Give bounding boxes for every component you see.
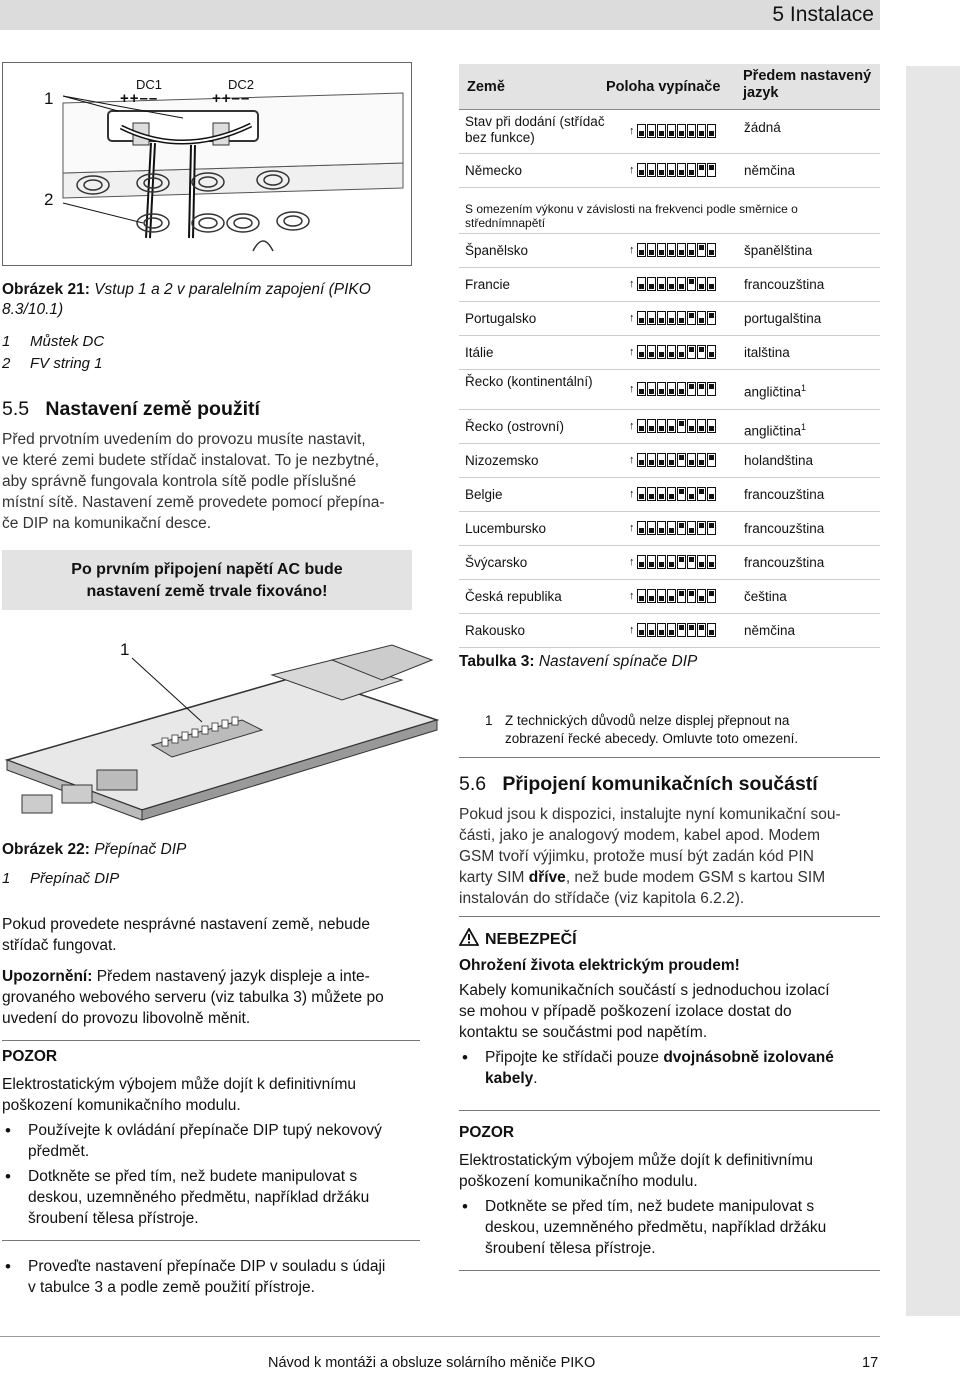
- dip-switch-graphic: [629, 243, 717, 257]
- dip-switch-cell: [707, 124, 716, 138]
- figure-21-caption: [2, 280, 412, 320]
- list-item: • Používejte k ovládání přepínače DIP tupý nekovový předmět.: [2, 1120, 432, 1162]
- dip-switch-cell: [697, 163, 706, 177]
- dip-switch-cell: [687, 589, 696, 603]
- dip-switch-cell: [667, 311, 676, 325]
- cell-language: francouzština: [744, 555, 825, 570]
- table-row: [459, 478, 880, 512]
- cell-country: Česká republika: [465, 589, 562, 604]
- dip-switch-cell: [647, 487, 656, 501]
- arrow-up-icon: ↑: [629, 454, 635, 466]
- dip-switch-cell: [637, 124, 646, 138]
- dip-switch-cell: [697, 555, 706, 569]
- figure-21-callout-1: 1: [44, 89, 54, 108]
- dip-switch-cell: [697, 277, 706, 291]
- dip-switch-graphic: [629, 163, 717, 177]
- right-divider-4: [459, 1270, 880, 1271]
- dip-switch-graphic: [629, 521, 717, 535]
- dip-switch-cell: [637, 243, 646, 257]
- cell-country: Řecko (kontinentální): [465, 374, 593, 389]
- dip-switch-cell: [657, 243, 666, 257]
- cell-language: francouzština: [744, 521, 825, 536]
- figure-21-polarity-1: ++––: [120, 90, 159, 107]
- dip-switch-cell: [647, 419, 656, 433]
- section-5-5-heading: 5.5 Nastavení země použití: [2, 398, 260, 420]
- final-instruction: [2, 1256, 432, 1298]
- table-row: [459, 234, 880, 268]
- right-divider-1: [459, 757, 880, 758]
- caption-prefix: Obrázek 21:: [2, 281, 90, 298]
- figure-21-legend: [2, 331, 412, 375]
- dip-switch-cell: [687, 311, 696, 325]
- dip-switch-cell: [647, 124, 656, 138]
- dip-switch-cell: [657, 453, 666, 467]
- cell-language: francouzština: [744, 277, 825, 292]
- dip-switch-cell: [657, 124, 666, 138]
- dip-switch-cell: [647, 277, 656, 291]
- dip-switch-cell: [657, 589, 666, 603]
- arrow-up-icon: ↑: [629, 556, 635, 568]
- cell-country: Řecko (ostrovní): [465, 419, 565, 434]
- arrow-up-icon: ↑: [629, 624, 635, 636]
- cell-country: Německo: [465, 163, 523, 178]
- dip-switch-cell: [677, 623, 686, 637]
- arrow-up-icon: ↑: [629, 522, 635, 534]
- dip-switch-cell: [707, 487, 716, 501]
- dip-switch-cell: [687, 555, 696, 569]
- dip-switch-graphic: [629, 382, 717, 396]
- dip-switch-cell: [637, 419, 646, 433]
- dip-switch-cell: [707, 453, 716, 467]
- arrow-up-icon: ↑: [629, 420, 635, 432]
- left-pozor-label: POZOR: [2, 1048, 58, 1065]
- table-note-text: S omezením výkonu v závislosti na frekvenci podle směrnice o střednímnapětí: [465, 202, 798, 230]
- dip-switch-graphic: [629, 311, 717, 325]
- dip-switch-cell: [657, 163, 666, 177]
- figure-21-dc1-label: DC1: [136, 77, 163, 92]
- cell-language: němčina: [744, 163, 796, 178]
- table-row: [459, 614, 880, 648]
- list-item: • Připojte ke střídači pouze dvojnásobně izolované kabely.: [459, 1047, 880, 1089]
- footer-title: Návod k montáži a obsluze solárního měniče PIKO: [268, 1355, 596, 1371]
- arrow-up-icon: ↑: [629, 125, 635, 137]
- dip-switch-cell: [637, 163, 646, 177]
- dip-switch-cell: [657, 345, 666, 359]
- cell-language: němčina: [744, 623, 796, 638]
- figure-21-image: [2, 62, 412, 266]
- right-divider-2: [459, 916, 880, 917]
- arrow-up-icon: ↑: [629, 383, 635, 395]
- danger-heading: Ohrožení života elektrickým proudem!: [459, 957, 740, 974]
- arrow-up-icon: ↑: [629, 346, 635, 358]
- arrow-up-icon: ↑: [629, 244, 635, 256]
- section-5-6-heading: 5.6 Připojení komunikačních součástí: [459, 773, 818, 795]
- arrow-up-icon: ↑: [629, 488, 635, 500]
- dip-switch-cell: [697, 124, 706, 138]
- left-pozor-text: Elektrostatickým výbojem může dojít k definitivnímu poškození komunikačního modulu.: [2, 1076, 357, 1114]
- dip-switch-cell: [667, 521, 676, 535]
- table-row: [459, 546, 880, 580]
- dip-switch-cell: [657, 277, 666, 291]
- dip-switch-graphic: [629, 345, 717, 359]
- cell-language: portugalština: [744, 311, 822, 326]
- cell-language: holandština: [744, 453, 814, 468]
- cell-country: Lucembursko: [465, 521, 547, 536]
- cell-language: žádná: [744, 120, 781, 135]
- dip-switch-cell: [677, 453, 686, 467]
- right-pozor-bullet: [459, 1196, 880, 1259]
- list-item: • Dotkněte se před tím, než budete manipulovat s deskou, uzemněného předmětu, například držáku šroubení tělesa přístroje.: [459, 1196, 880, 1259]
- warning-triangle-icon: [459, 928, 479, 946]
- dip-switch-cell: [697, 382, 706, 396]
- dip-switch-cell: [687, 124, 696, 138]
- dip-switch-cell: [657, 419, 666, 433]
- table-row: [459, 110, 880, 154]
- dip-switch-cell: [667, 124, 676, 138]
- dip-switch-graphic: [629, 419, 717, 433]
- dip-switch-cell: [667, 243, 676, 257]
- dip-switch-cell: [687, 382, 696, 396]
- legend-item: 1 Můstek DC: [2, 333, 105, 350]
- cell-country: Portugalsko: [465, 311, 537, 326]
- dip-switch-cell: [677, 521, 686, 535]
- dip-switch-cell: [697, 243, 706, 257]
- dip-switch-cell: [677, 487, 686, 501]
- legend-item: 1 Přepínač DIP: [2, 870, 120, 887]
- dip-switch-cell: [667, 487, 676, 501]
- fixation-warning-box: Po prvním připojení napětí AC bude nastavení země trvale fixováno!: [2, 550, 412, 610]
- dip-switch-cell: [687, 243, 696, 257]
- dip-switch-cell: [647, 521, 656, 535]
- dc-bridge-drawing: [3, 63, 412, 266]
- right-pozor-text: Elektrostatickým výbojem může dojít k definitivnímu poškození komunikačního modulu.: [459, 1152, 814, 1190]
- arrow-up-icon: ↑: [629, 590, 635, 602]
- footer-rule: [0, 1336, 880, 1337]
- cell-language: angličtina$^1$: [744, 383, 807, 400]
- dip-switch-cell: [637, 382, 646, 396]
- dip-switch-cell: [657, 555, 666, 569]
- left-pozor-bullets: [2, 1120, 432, 1229]
- dip-switch-cell: [667, 419, 676, 433]
- dip-switch-cell: [697, 521, 706, 535]
- figure-22-caption: Obrázek 22: Přepínač DIP: [2, 841, 187, 858]
- dip-switch-cell: [667, 623, 676, 637]
- dip-switch-cell: [687, 487, 696, 501]
- wrong-setting-paragraph: Pokud provedete nesprávné nastavení země, nebude střídač fungovat.: [2, 916, 370, 954]
- dip-settings-table: [459, 64, 880, 648]
- cell-country: Nizozemsko: [465, 453, 539, 468]
- right-divider-3: [459, 1110, 880, 1111]
- dip-switch-cell: [637, 589, 646, 603]
- danger-bullet: [459, 1047, 880, 1089]
- dip-switch-cell: [687, 453, 696, 467]
- dip-switch-cell: [707, 419, 716, 433]
- dip-switch-cell: [647, 623, 656, 637]
- dip-switch-cell: [677, 311, 686, 325]
- dip-switch-cell: [707, 243, 716, 257]
- dip-switch-cell: [657, 311, 666, 325]
- dip-switch-cell: [697, 589, 706, 603]
- dip-switch-cell: [677, 555, 686, 569]
- table-row: [459, 512, 880, 546]
- dip-switch-cell: [707, 311, 716, 325]
- dip-switch-graphic: [629, 124, 717, 138]
- dip-switch-cell: [647, 382, 656, 396]
- arrow-up-icon: ↑: [629, 164, 635, 176]
- dip-switch-cell: [707, 277, 716, 291]
- col-header-country: Země: [467, 79, 505, 95]
- left-bottom-divider: [2, 1240, 420, 1241]
- section-5-6-paragraph: Pokud jsou k dispozici, instalujte nyní komunikační sou- části, jako je analogový modem, kabel apod. Modem GSM tvoří výjimku, protože musí být zadán kód PIN karty SIM dříve, než bude modem GSM s kartou SIM instalován do střídače (viz kapitola 6.2.2).: [459, 806, 841, 907]
- dip-switch-cell: [697, 311, 706, 325]
- dip-switch-cell: [687, 419, 696, 433]
- cell-country: Itálie: [465, 345, 494, 360]
- dip-switch-cell: [667, 589, 676, 603]
- dip-switch-cell: [647, 311, 656, 325]
- figure-22-callout-1: 1: [120, 640, 130, 659]
- table-body: [459, 110, 880, 648]
- dip-switch-cell: [637, 345, 646, 359]
- dip-switch-cell: [707, 623, 716, 637]
- table-row: [459, 580, 880, 614]
- dip-switch-cell: [637, 487, 646, 501]
- figure-21-polarity-2: ++––: [212, 90, 251, 107]
- dip-switch-cell: [637, 555, 646, 569]
- dip-switch-cell: [697, 623, 706, 637]
- col-header-switch: Poloha vypínače: [606, 79, 721, 95]
- table-row: [459, 336, 880, 370]
- dip-switch-cell: [657, 382, 666, 396]
- dip-switch-cell: [677, 243, 686, 257]
- dip-switch-cell: [677, 345, 686, 359]
- dip-switch-graphic: [629, 555, 717, 569]
- dip-switch-cell: [687, 277, 696, 291]
- table-3-caption: Tabulka 3: Nastavení spínače DIP: [459, 653, 698, 670]
- dip-switch-cell: [707, 345, 716, 359]
- dip-switch-cell: [697, 419, 706, 433]
- dip-switch-cell: [667, 277, 676, 291]
- dip-switch-cell: [697, 345, 706, 359]
- dip-switch-cell: [647, 555, 656, 569]
- legend-item: 2 FV string 1: [2, 355, 103, 372]
- dip-switch-cell: [667, 453, 676, 467]
- danger-text: Kabely komunikačních součástí s jednoduchou izolací se mohou v případě poškození izolace dostat do kontaktu se součástmi pod napětím.: [459, 982, 830, 1041]
- col-header-language: Předem nastavený jazyk: [743, 68, 872, 101]
- dip-switch-cell: [667, 555, 676, 569]
- dip-switch-cell: [637, 277, 646, 291]
- list-item: • Proveďte nastavení přepínače DIP v souladu s údaji v tabulce 3 a podle země použití přístroje.: [2, 1256, 432, 1298]
- danger-label: NEBEZPEČÍ: [459, 928, 577, 949]
- dip-switch-cell: [657, 487, 666, 501]
- dip-switch-cell: [657, 623, 666, 637]
- cell-country: Švýcarsko: [465, 555, 528, 570]
- arrow-up-icon: ↑: [629, 278, 635, 290]
- left-divider: [2, 1040, 420, 1041]
- dip-switch-graphic: [629, 453, 717, 467]
- table-row: [459, 154, 880, 188]
- cell-language: francouzština: [744, 487, 825, 502]
- cell-language: italština: [744, 345, 790, 360]
- dip-switch-cell: [647, 453, 656, 467]
- dip-switch-cell: [707, 163, 716, 177]
- table-row: [459, 410, 880, 444]
- dip-switch-cell: [677, 124, 686, 138]
- dip-switch-graphic: [629, 487, 717, 501]
- dip-switch-cell: [637, 623, 646, 637]
- figure-22-legend: [2, 868, 412, 890]
- table-footnote: 1 Z technických důvodů nelze displej přepnout na zobrazení řecké abecedy. Omluvte toto omezení.: [485, 713, 799, 746]
- header-bar: [0, 0, 880, 30]
- dip-switch-cell: [677, 382, 686, 396]
- cell-language: čeština: [744, 589, 787, 604]
- dip-switch-cell: [647, 243, 656, 257]
- dip-switch-cell: [697, 453, 706, 467]
- dip-switch-cell: [707, 555, 716, 569]
- table-header: [459, 64, 880, 110]
- cell-country: Rakousko: [465, 623, 526, 638]
- table-row: [459, 268, 880, 302]
- dip-switch-cell: [647, 345, 656, 359]
- dip-switch-cell: [677, 277, 686, 291]
- cell-country: Francie: [465, 277, 511, 292]
- right-pozor-label: POZOR: [459, 1124, 515, 1141]
- dip-switch-cell: [677, 419, 686, 433]
- page-number: 17: [862, 1355, 879, 1371]
- dip-switch-cell: [667, 163, 676, 177]
- dip-switch-graphic: [629, 277, 717, 291]
- dip-switch-cell: [637, 521, 646, 535]
- dip-switch-cell: [707, 589, 716, 603]
- dip-switch-cell: [697, 487, 706, 501]
- table-row: [459, 444, 880, 478]
- dip-switch-cell: [677, 163, 686, 177]
- table-row: [459, 370, 880, 410]
- cell-country: Španělsko: [465, 243, 529, 258]
- dip-switch-cell: [707, 521, 716, 535]
- table-note-row: [459, 188, 880, 234]
- dip-switch-cell: [687, 345, 696, 359]
- page-chapter-title: 5 Instalace: [772, 3, 874, 26]
- dip-board-drawing: [2, 620, 440, 830]
- language-note: Upozornění: Předem nastavený jazyk displeje a inte- grovaného webového serveru (viz tabulka 3) můžete po uvedení do provozu libovolně měnit.: [2, 968, 384, 1027]
- dip-switch-cell: [687, 163, 696, 177]
- dip-switch-cell: [637, 311, 646, 325]
- dip-switch-graphic: [629, 589, 717, 603]
- section-5-5-paragraph: Před prvotním uvedením do provozu musíte nastavit, ve které zemi budete střídač instalovat. To je nezbytné, aby správně fungovala kontrola sítě podle příslušné místní sítě. Nastavení země provedete pomocí přepína- če DIP na komunikační desce.: [2, 431, 385, 532]
- dip-switch-cell: [647, 163, 656, 177]
- dip-switch-cell: [637, 453, 646, 467]
- cell-language: španělština: [744, 243, 813, 258]
- dip-switch-cell: [667, 382, 676, 396]
- dip-switch-cell: [647, 589, 656, 603]
- dip-switch-cell: [657, 521, 666, 535]
- list-item: • Dotkněte se před tím, než budete manipulovat s deskou, uzemněného předmětu, například držáku šroubení tělesa přístroje.: [2, 1166, 432, 1229]
- arrow-up-icon: ↑: [629, 312, 635, 324]
- dip-switch-graphic: [629, 623, 717, 637]
- dip-switch-cell: [687, 623, 696, 637]
- cell-country: Belgie: [465, 487, 503, 502]
- dip-switch-cell: [667, 345, 676, 359]
- side-tab: [906, 66, 960, 1316]
- dip-switch-cell: [677, 589, 686, 603]
- caption-text: Vstup 1 a 2 v paralelním zapojení (PIKO 8.3/10.1): [2, 281, 371, 318]
- dip-switch-cell: [707, 382, 716, 396]
- figure-22-image: [2, 620, 440, 830]
- dip-switch-cell: [687, 521, 696, 535]
- table-row: [459, 302, 880, 336]
- cell-country: Stav při dodání (střídač bez funkce): [465, 114, 605, 145]
- figure-21-dc2-label: DC2: [228, 77, 255, 92]
- cell-language: angličtina$^1$: [744, 422, 807, 439]
- figure-21-callout-2: 2: [44, 190, 54, 209]
